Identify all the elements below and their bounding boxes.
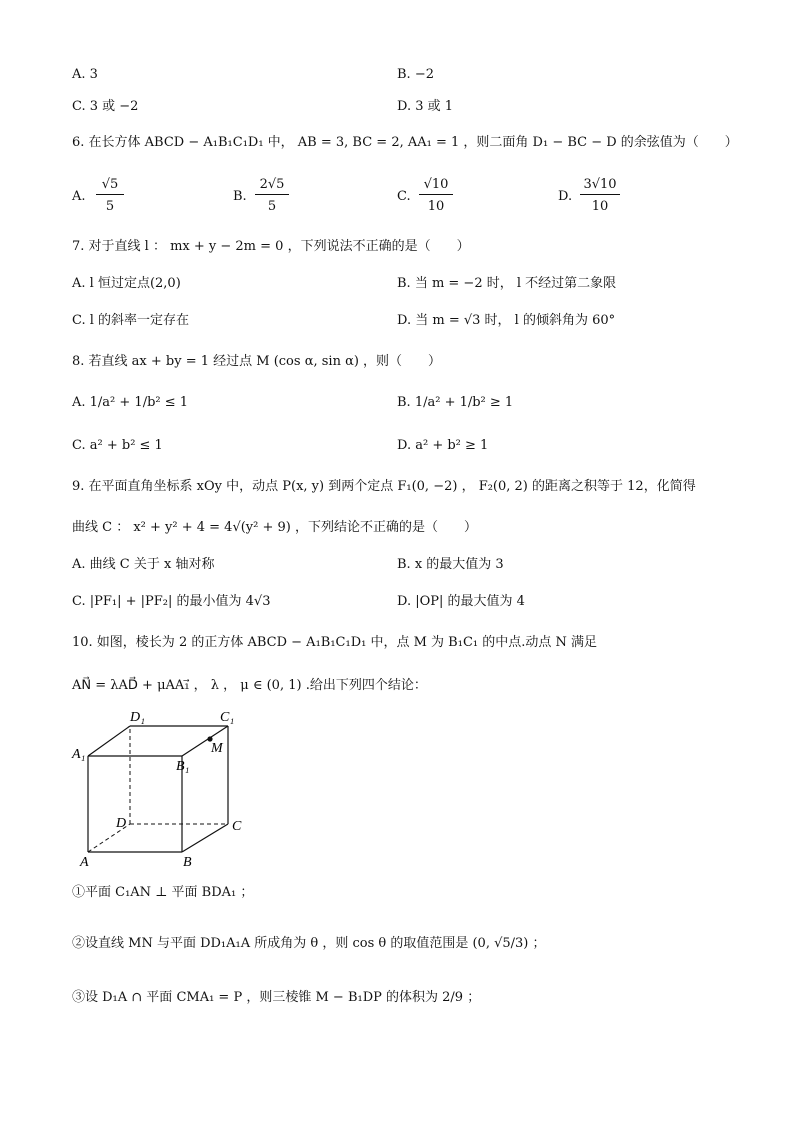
q10-stem-line1: 10. 如图，棱长为 2 的正方体 ABCD − A₁B₁C₁D₁ 中，点 M 为 B₁C₁ 的中点.动点 N 满足 bbox=[72, 635, 598, 650]
q6-a-numerator: √5 bbox=[96, 176, 124, 195]
label-d1: D₁ bbox=[130, 710, 145, 725]
q6-c-label: C. bbox=[397, 189, 411, 204]
label-c1: C₁ bbox=[220, 710, 235, 725]
q6-b-label: B. bbox=[233, 189, 247, 204]
q9-option-c: C. |PF₁| + |PF₂| 的最小值为 4√3 bbox=[72, 594, 271, 609]
label-a: A bbox=[80, 855, 89, 870]
q9-option-b: B. x 的最大值为 3 bbox=[397, 557, 504, 572]
cube-figure bbox=[70, 706, 260, 870]
q6-d-denominator: 10 bbox=[591, 199, 609, 214]
q8-option-d: D. a² + b² ≥ 1 bbox=[397, 438, 489, 453]
q5-option-c: C. 3 或 −2 bbox=[72, 99, 139, 114]
q6-option-d bbox=[558, 176, 638, 220]
q6-c-numerator: √10 bbox=[419, 176, 453, 195]
q8-option-c: C. a² + b² ≤ 1 bbox=[72, 438, 163, 453]
q8-stem: 8. 若直线 ax + by = 1 经过点 M (cos α, sin α) ，则（ ） bbox=[72, 354, 442, 369]
q6-d-numerator: 3√10 bbox=[580, 176, 620, 195]
q6-a-denominator: 5 bbox=[105, 199, 115, 214]
q9-option-a: A. 曲线 C 关于 x 轴对称 bbox=[72, 557, 215, 572]
q6-b-denominator: 5 bbox=[267, 199, 277, 214]
q6-c-denominator: 10 bbox=[427, 199, 445, 214]
label-b: B bbox=[183, 855, 192, 870]
q10-statement-1: ①平面 C₁AN ⊥ 平面 BDA₁ ； bbox=[72, 885, 254, 900]
q6-option-c bbox=[397, 176, 477, 220]
q6-a-label: A. bbox=[72, 189, 86, 204]
label-d: D bbox=[116, 816, 127, 831]
q9-stem-line1: 9. 在平面直角坐标系 xOy 中，动点 P(x, y) 到两个定点 F₁(0, −2) ， F₂(0, 2) 的距离之积等于 12，化简得 bbox=[72, 479, 696, 494]
q7-option-a: A. l 恒过定点(2,0) bbox=[72, 276, 181, 291]
q8-option-a: A. 1/a² + 1/b² ≤ 1 bbox=[72, 395, 189, 410]
q6-b-numerator: 2√5 bbox=[255, 176, 289, 195]
q6-d-label: D. bbox=[558, 189, 573, 204]
q5-option-b: B. −2 bbox=[397, 67, 434, 82]
q7-option-d: D. 当 m = √3 时， l 的倾斜角为 60° bbox=[397, 313, 616, 328]
edge-a1-d1 bbox=[88, 726, 130, 756]
q7-option-c: C. l 的斜率一定存在 bbox=[72, 313, 190, 328]
label-a1: A₁ bbox=[72, 747, 86, 762]
q5-option-a: A. 3 bbox=[72, 67, 98, 82]
q8-option-b: B. 1/a² + 1/b² ≥ 1 bbox=[397, 395, 514, 410]
q7-option-b: B. 当 m = −2 时， l 不经过第二象限 bbox=[397, 276, 617, 291]
q6-stem: 6. 在长方体 ABCD − A₁B₁C₁D₁ 中， AB = 3, BC = 2, AA₁ = 1 ，则二面角 D₁ − BC − D 的余弦值为（ ） bbox=[72, 135, 738, 150]
q10-statement-2: ②设直线 MN 与平面 DD₁A₁A 所成角为 θ ，则 cos θ 的取值范围是 (0, √5/3) ； bbox=[72, 936, 546, 951]
q6-option-b bbox=[233, 176, 313, 220]
label-m: M bbox=[211, 741, 223, 756]
edge-b-c bbox=[182, 824, 228, 852]
q6-option-a bbox=[72, 176, 152, 220]
q9-stem-line2: 曲线 C ： x² + y² + 4 = 4√(y² + 9) ，下列结论不正确的是（ ） bbox=[72, 520, 477, 535]
q5-option-d: D. 3 或 1 bbox=[397, 99, 454, 114]
q10-stem-line2: AN⃗ = λAD⃗ + μAA₁⃗ ， λ ， μ ∈ (0, 1) .给出下列四个结论： bbox=[72, 678, 427, 693]
label-b1: B₁ bbox=[176, 759, 190, 774]
label-c: C bbox=[232, 819, 242, 834]
q7-stem: 7. 对于直线 l ： mx + y − 2m = 0 ，下列说法不正确的是（ ） bbox=[72, 239, 470, 254]
q10-statement-3: ③设 D₁A ∩ 平面 CMA₁ = P ，则三棱锥 M − B₁DP 的体积为 2/9 ； bbox=[72, 990, 481, 1005]
q9-option-d: D. |OP| 的最大值为 4 bbox=[397, 594, 525, 609]
